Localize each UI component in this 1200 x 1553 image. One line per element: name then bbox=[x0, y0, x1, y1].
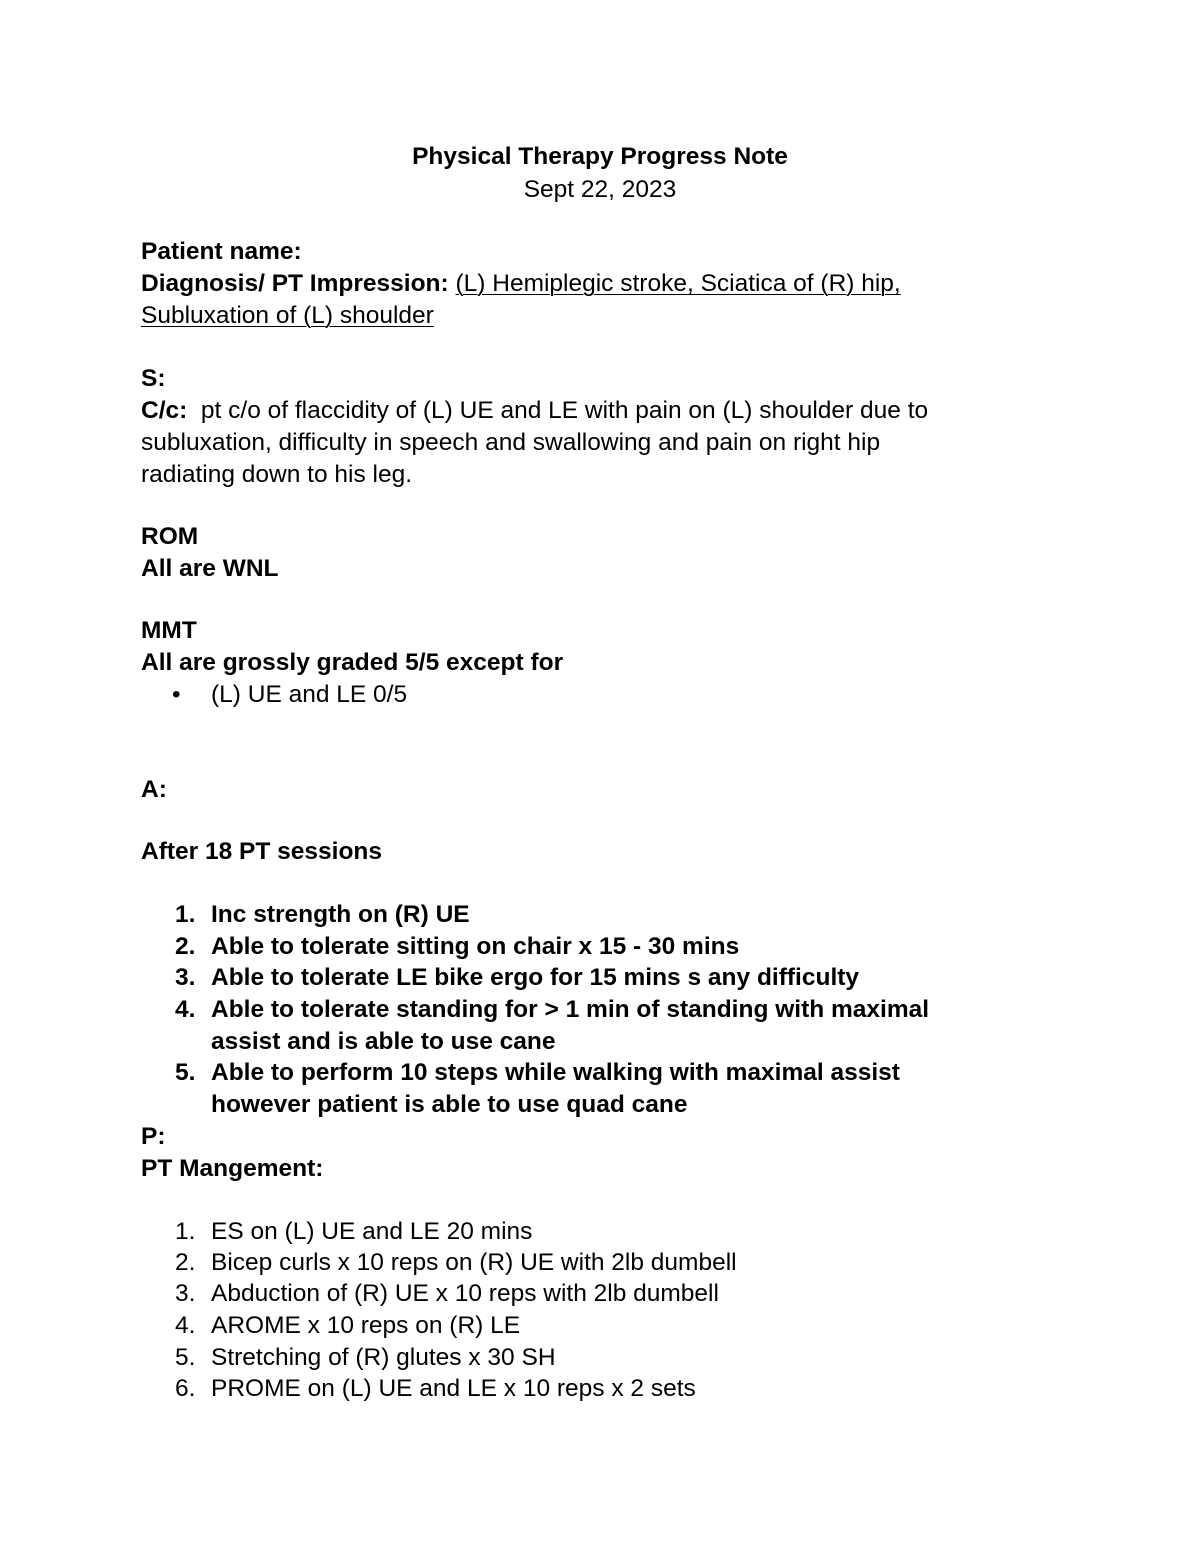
document-date: Sept 22, 2023 bbox=[523, 176, 677, 203]
plan-heading: P: bbox=[141, 1123, 166, 1150]
assessment-item-continuation: however patient is able to use quad cane bbox=[211, 1091, 688, 1118]
plan-item-number: 5. bbox=[175, 1344, 196, 1371]
chief-complaint-line1 bbox=[141, 397, 928, 425]
diagnosis-value-line2: Subluxation of (L) shoulder bbox=[141, 302, 434, 329]
plan-item: ES on (L) UE and LE 20 mins bbox=[211, 1218, 533, 1245]
assessment-item: Inc strength on (R) UE bbox=[211, 901, 470, 928]
assessment-heading: A: bbox=[141, 776, 167, 803]
plan-item: AROME x 10 reps on (R) LE bbox=[211, 1312, 521, 1339]
plan-item-number: 4. bbox=[175, 1312, 196, 1339]
plan-item: Stretching of (R) glutes x 30 SH bbox=[211, 1344, 556, 1371]
diagnosis-line bbox=[141, 270, 901, 298]
assessment-item-number: 5. bbox=[175, 1059, 196, 1086]
patient-name-label: Patient name: bbox=[141, 238, 302, 265]
document-title: Physical Therapy Progress Note bbox=[412, 143, 788, 170]
assessment-item: Able to tolerate standing for > 1 min of standing with maximal bbox=[211, 996, 930, 1023]
plan-subheading: PT Mangement: bbox=[141, 1155, 324, 1182]
mmt-exception: (L) UE and LE 0/5 bbox=[211, 681, 408, 708]
chief-complaint-line2: subluxation, difficulty in speech and swallowing and pain on right hip bbox=[141, 429, 881, 456]
diagnosis-value-line1: (L) Hemiplegic stroke, Sciatica of (R) hip, bbox=[455, 270, 901, 297]
plan-item-number: 6. bbox=[175, 1375, 196, 1402]
subjective-heading: S: bbox=[141, 365, 166, 392]
assessment-item-number: 3. bbox=[175, 964, 196, 991]
assessment-item-number: 2. bbox=[175, 933, 196, 960]
mmt-bullet-icon: • bbox=[172, 681, 181, 708]
assessment-item-number: 1. bbox=[175, 901, 196, 928]
chief-complaint-label: C/c: bbox=[141, 397, 188, 424]
diagnosis-label: Diagnosis/ PT Impression: bbox=[141, 270, 449, 297]
mmt-heading: MMT bbox=[141, 617, 197, 644]
assessment-item: Able to perform 10 steps while walking with maximal assist bbox=[211, 1059, 900, 1086]
rom-value: All are WNL bbox=[141, 555, 279, 582]
plan-item: Bicep curls x 10 reps on (R) UE with 2lb dumbell bbox=[211, 1249, 737, 1276]
mmt-summary: All are grossly graded 5/5 except for bbox=[141, 649, 564, 676]
plan-item-number: 3. bbox=[175, 1280, 196, 1307]
plan-item-number: 2. bbox=[175, 1249, 196, 1276]
chief-complaint-text1: pt c/o of flaccidity of (L) UE and LE with pain on (L) shoulder due to bbox=[187, 397, 929, 424]
assessment-item-continuation: assist and is able to use cane bbox=[211, 1028, 556, 1055]
assessment-item-number: 4. bbox=[175, 996, 196, 1023]
plan-item-number: 1. bbox=[175, 1218, 196, 1245]
rom-heading: ROM bbox=[141, 523, 199, 550]
chief-complaint-line3: radiating down to his leg. bbox=[141, 461, 413, 488]
plan-item: Abduction of (R) UE x 10 reps with 2lb dumbell bbox=[211, 1280, 719, 1307]
plan-item: PROME on (L) UE and LE x 10 reps x 2 sets bbox=[211, 1375, 696, 1402]
assessment-item: Able to tolerate sitting on chair x 15 - 30 mins bbox=[211, 933, 740, 960]
assessment-intro: After 18 PT sessions bbox=[141, 838, 383, 865]
assessment-item: Able to tolerate LE bike ergo for 15 mins s any difficulty bbox=[211, 964, 860, 991]
